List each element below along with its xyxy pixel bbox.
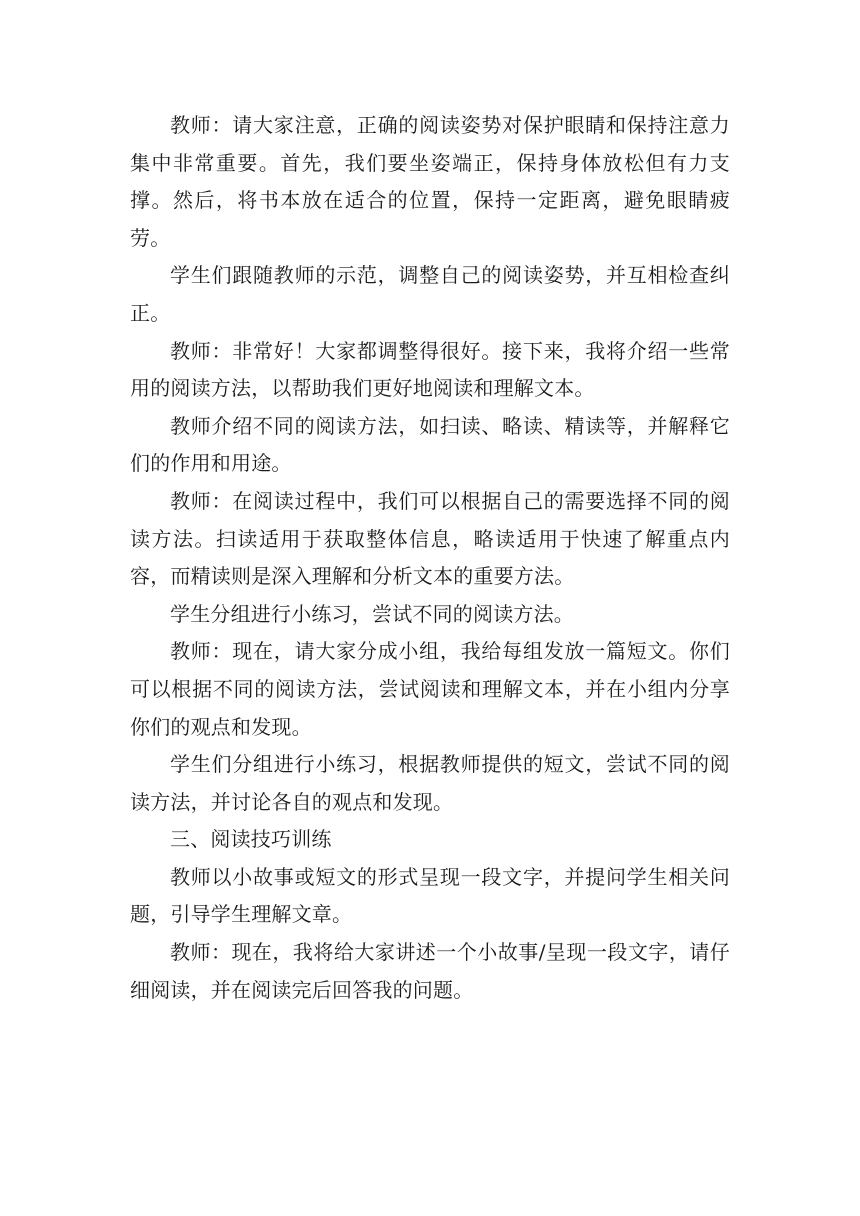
paragraph-students-discuss: 学生们分组进行小练习，根据教师提供的短文，尝试不同的阅读方法，并讨论各自的观点和发现。	[130, 752, 730, 814]
paragraph-story-questions: 教师以小故事或短文的形式呈现一段文字，并提问学生相关问题，引导学生理解文章。	[130, 864, 730, 927]
paragraph-methods-list: 教师介绍不同的阅读方法，如扫读、略读、精读等，并解释它们的作用和用途。	[130, 413, 730, 476]
paragraph-teacher-groups: 教师：现在，请大家分成小组，我给每组发放一篇短文。你们可以根据不同的阅读方法，尝试阅读和理解文本，并在小组内分享你们的观点和发现。	[130, 639, 730, 739]
paragraph-students-adjust: 学生们跟随教师的示范，调整自己的阅读姿势，并互相检查纠正。	[130, 263, 730, 325]
paragraph-teacher-posture: 教师：请大家注意，正确的阅读姿势对保护眼睛和保持注意力集中非常重要。首先，我们要坐姿端正，保持身体放松但有力支撑。然后，将书本放在适合的位置，保持一定距离，避免眼睛疲劳。	[130, 113, 730, 250]
paragraph-teacher-methods-explain: 教师：在阅读过程中，我们可以根据自己的需要选择不同的阅读方法。扫读适用于获取整体信息，略读适用于快速了解重点内容，而精读则是深入理解和分析文本的重要方法。	[130, 488, 730, 589]
document-page	[130, 107, 730, 1009]
paragraph-group-practice: 学生分组进行小练习，尝试不同的阅读方法。	[170, 601, 574, 626]
paragraph-teacher-methods-intro: 教师：非常好！大家都调整得很好。接下来，我将介绍一些常用的阅读方法，以帮助我们更好地阅读和理解文本。	[130, 338, 730, 401]
section-heading-reading-skills: 三、阅读技巧训练	[170, 827, 332, 852]
paragraph-teacher-story: 教师：现在，我将给大家讲述一个小故事/呈现一段文字，请仔细阅读，并在阅读完后回答我的问题。	[130, 940, 730, 1002]
